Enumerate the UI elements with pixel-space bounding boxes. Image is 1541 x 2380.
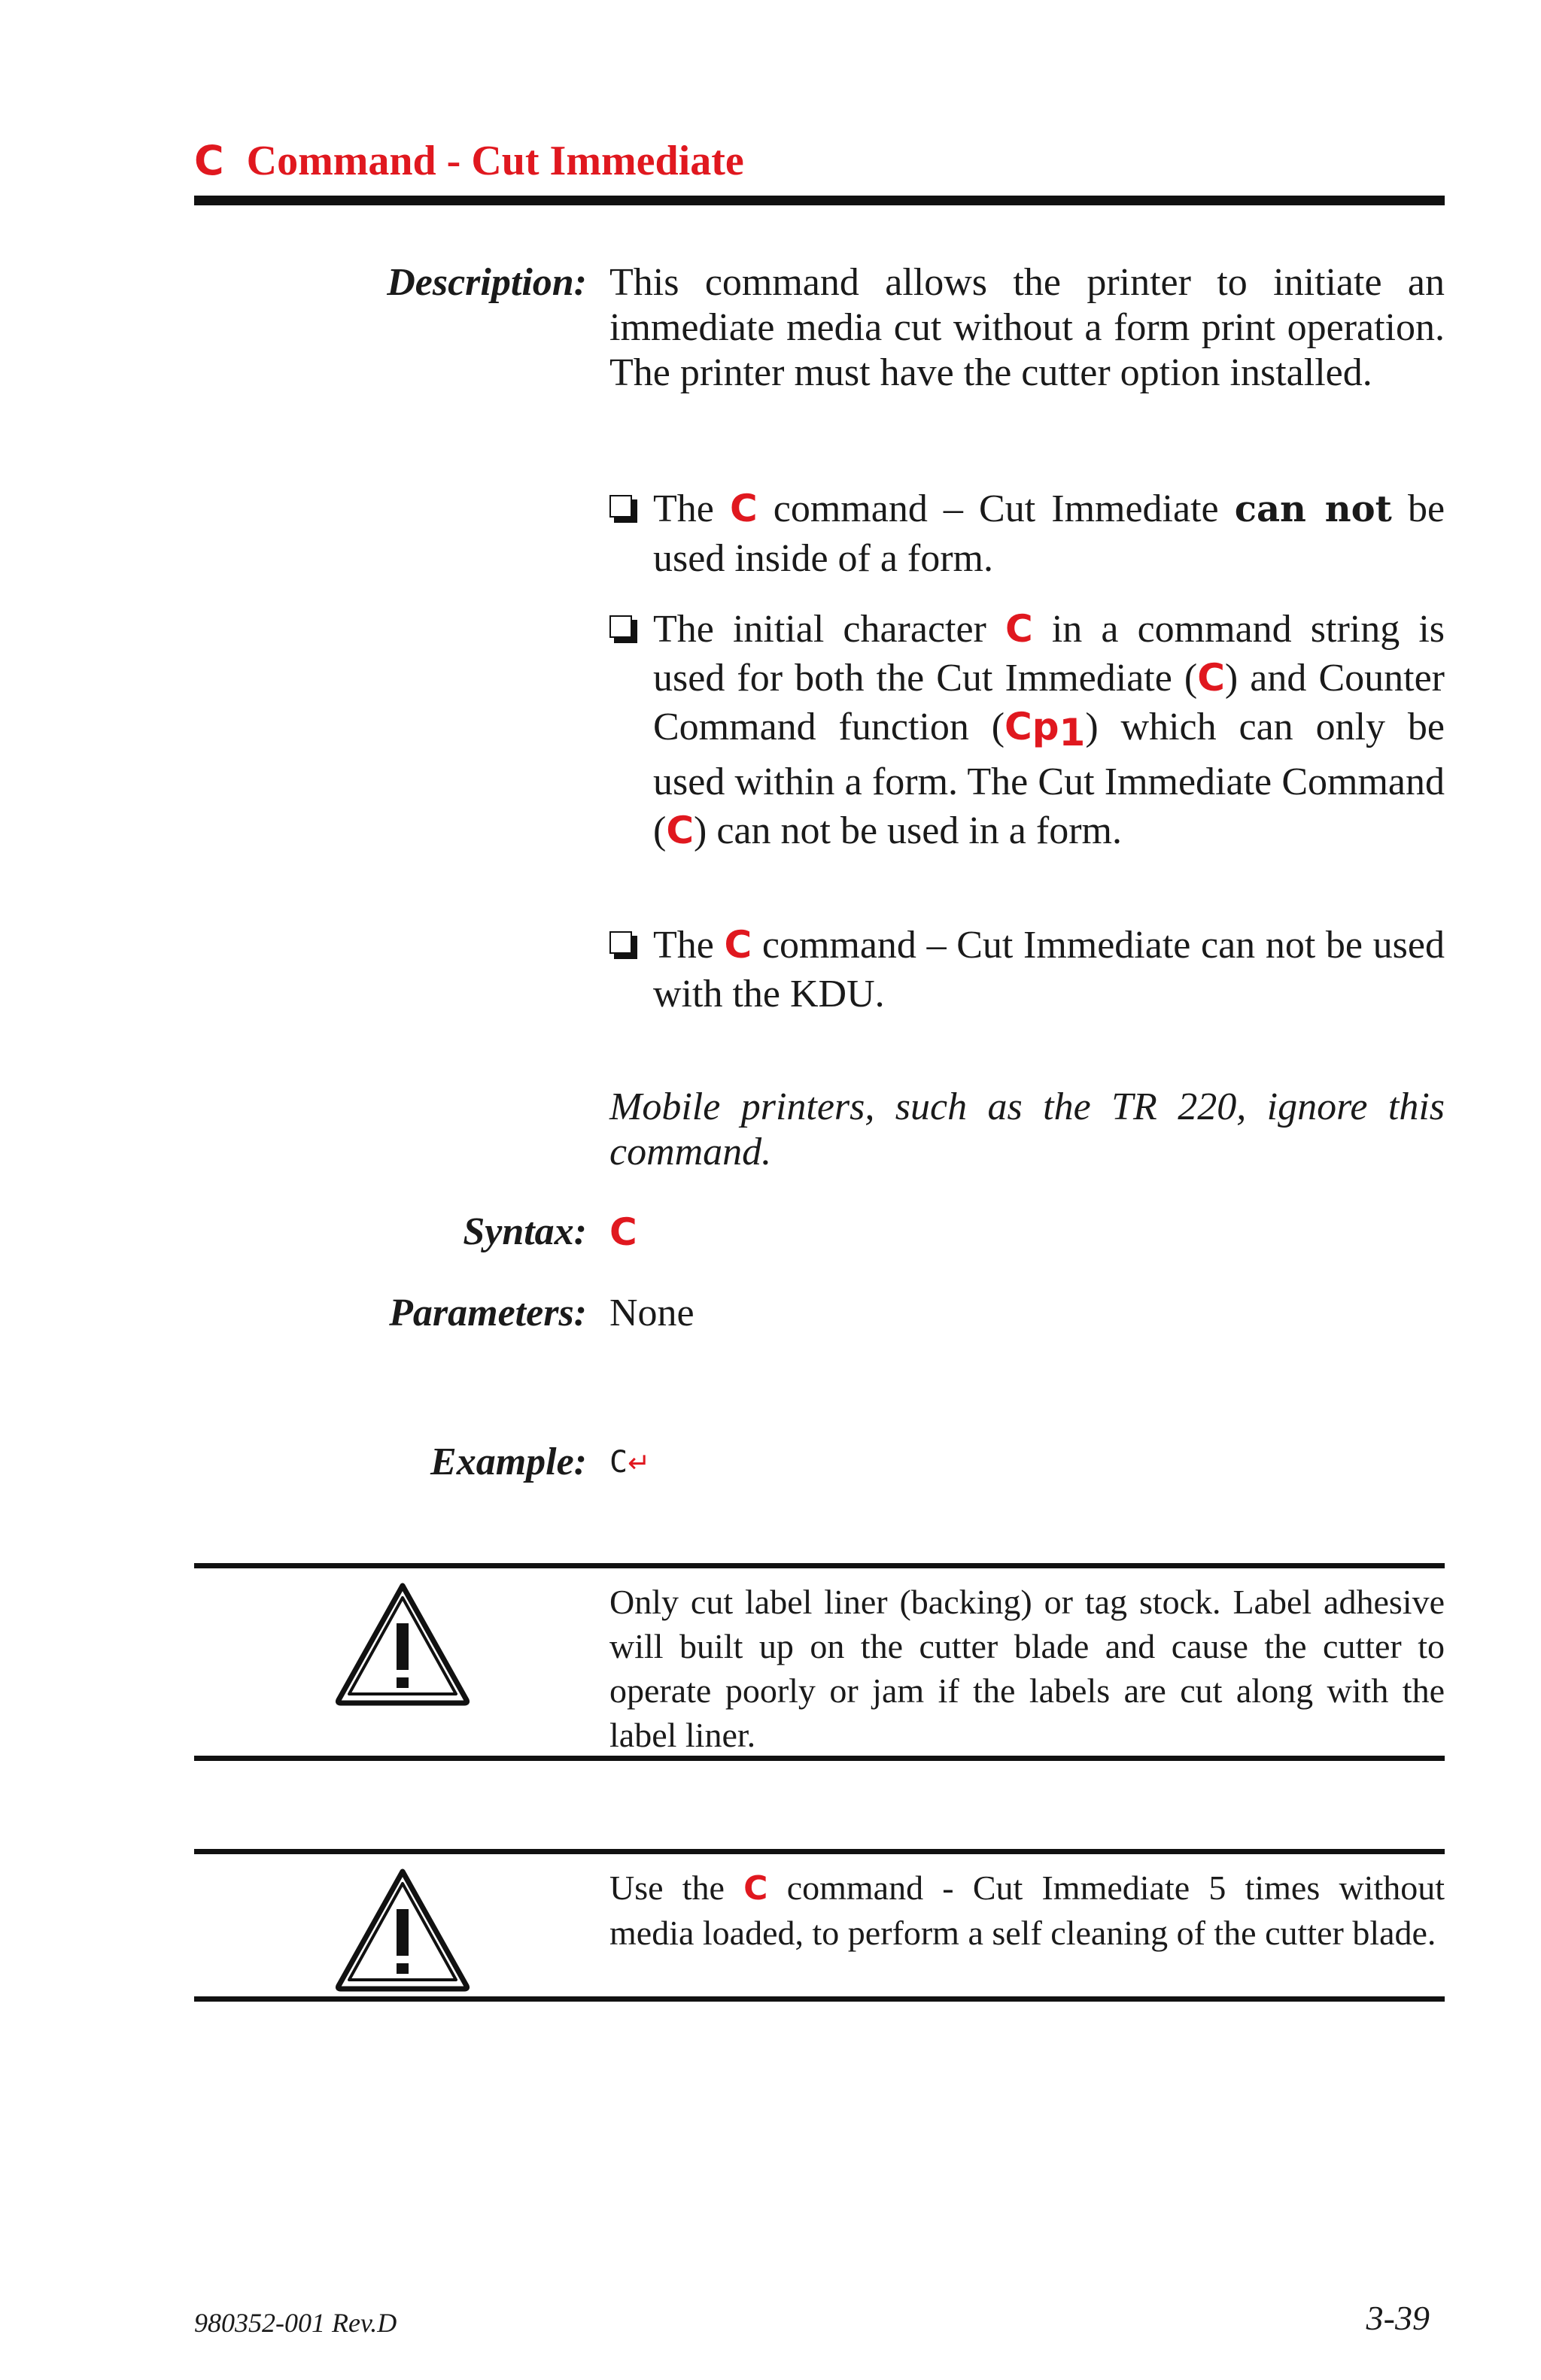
bullet-2-command-4: C — [666, 809, 695, 852]
description-body — [609, 260, 1445, 396]
bullet-3-the: The — [653, 924, 714, 967]
warning-1-top-rule — [194, 1563, 1445, 1568]
parameters-value: None — [609, 1292, 695, 1334]
bullet-2-command-3-subscript: 1 — [1059, 711, 1086, 754]
warning-2-text — [609, 1865, 1445, 1955]
page-title — [194, 137, 1445, 185]
bullet-3-end: command – Cut Immediate can not be used with the KDU. — [653, 924, 1445, 1015]
checkbox-bullet-icon — [609, 615, 640, 645]
warning-triangle-icon — [334, 1867, 471, 1992]
syntax-value: C — [609, 1210, 637, 1254]
bullet-2-text-5: ) can not be used in a form. — [694, 809, 1122, 852]
bullet-2-text-1: The initial character — [653, 608, 986, 651]
description-label: Description: — [387, 261, 587, 304]
bullet-2-text-4: ) which can only be used within a form. The Cut Immediate Command ( — [653, 706, 1445, 852]
bullet-1-bold: can not — [1234, 488, 1392, 530]
warning-triangle-icon — [334, 1581, 471, 1706]
footer-doc-number: 980352-001 Rev.D — [194, 2308, 397, 2338]
bullet-1-end: be used inside of a form. — [653, 487, 1445, 580]
mobile-note — [609, 1085, 1445, 1175]
warning-2-bottom-rule — [194, 1996, 1445, 2002]
warning-2-text-1: Use the — [609, 1868, 725, 1907]
description-paragraph: This command allows the printer to initiate an immediate media cut without a form print operation. The printer must have the cutter option installed. — [609, 261, 1445, 394]
checkbox-bullet-icon — [609, 495, 640, 525]
bullet-item-3 — [609, 921, 1445, 1018]
example-value-wrap — [609, 1440, 1445, 1486]
warning-2-command: C — [743, 1869, 768, 1908]
page-header — [194, 137, 1445, 185]
title-text: Command - Cut Immediate — [246, 138, 744, 184]
title-rule — [194, 196, 1445, 205]
bullet-3-command: C — [724, 923, 752, 967]
mobile-note-text: Mobile printers, such as the TR 220, ignore this command. — [609, 1085, 1445, 1173]
bullet-2-text-2: in a command string is used for both the Cut Immediate ( — [653, 608, 1445, 700]
bullet-2-command-3: Cp — [1005, 705, 1059, 748]
warning-1-text: Only cut label liner (backing) or tag stock. Label adhesive will built up on the cutter blade and cause the cutter to operate poorly or jam if the labels are cut along with the label liner. — [609, 1583, 1445, 1754]
warning-2-top-rule — [194, 1849, 1445, 1854]
bullet-1-command: C — [729, 487, 758, 530]
example-value: C — [609, 1445, 628, 1480]
warning-1-bottom-rule — [194, 1756, 1445, 1761]
bullet-1-mid: command – Cut Immediate — [773, 487, 1219, 530]
checkbox-bullet-icon — [609, 931, 640, 961]
return-icon: ↵ — [628, 1448, 651, 1479]
bullet-item-1 — [609, 484, 1445, 583]
syntax-value-wrap — [609, 1210, 1445, 1255]
warning-2-text-2: command - Cut Immediate 5 times without media loaded, to perform a self cleaning of the cutter blade. — [609, 1868, 1445, 1952]
bullet-item-2 — [609, 605, 1445, 855]
bullet-2-command-1: C — [1005, 607, 1033, 651]
title-command-letter: C — [194, 137, 224, 184]
bullet-2-command-2: C — [1197, 656, 1225, 700]
bullet-2-text-3: ) and Counter Command function ( — [653, 657, 1445, 748]
footer-page-number: 3-39 — [1366, 2299, 1430, 2337]
parameters-label: Parameters: — [389, 1292, 587, 1334]
example-label: Example: — [430, 1440, 587, 1483]
bullet-1-the: The — [653, 487, 714, 530]
parameters-value-wrap — [609, 1291, 1445, 1336]
syntax-label: Syntax: — [463, 1210, 587, 1253]
